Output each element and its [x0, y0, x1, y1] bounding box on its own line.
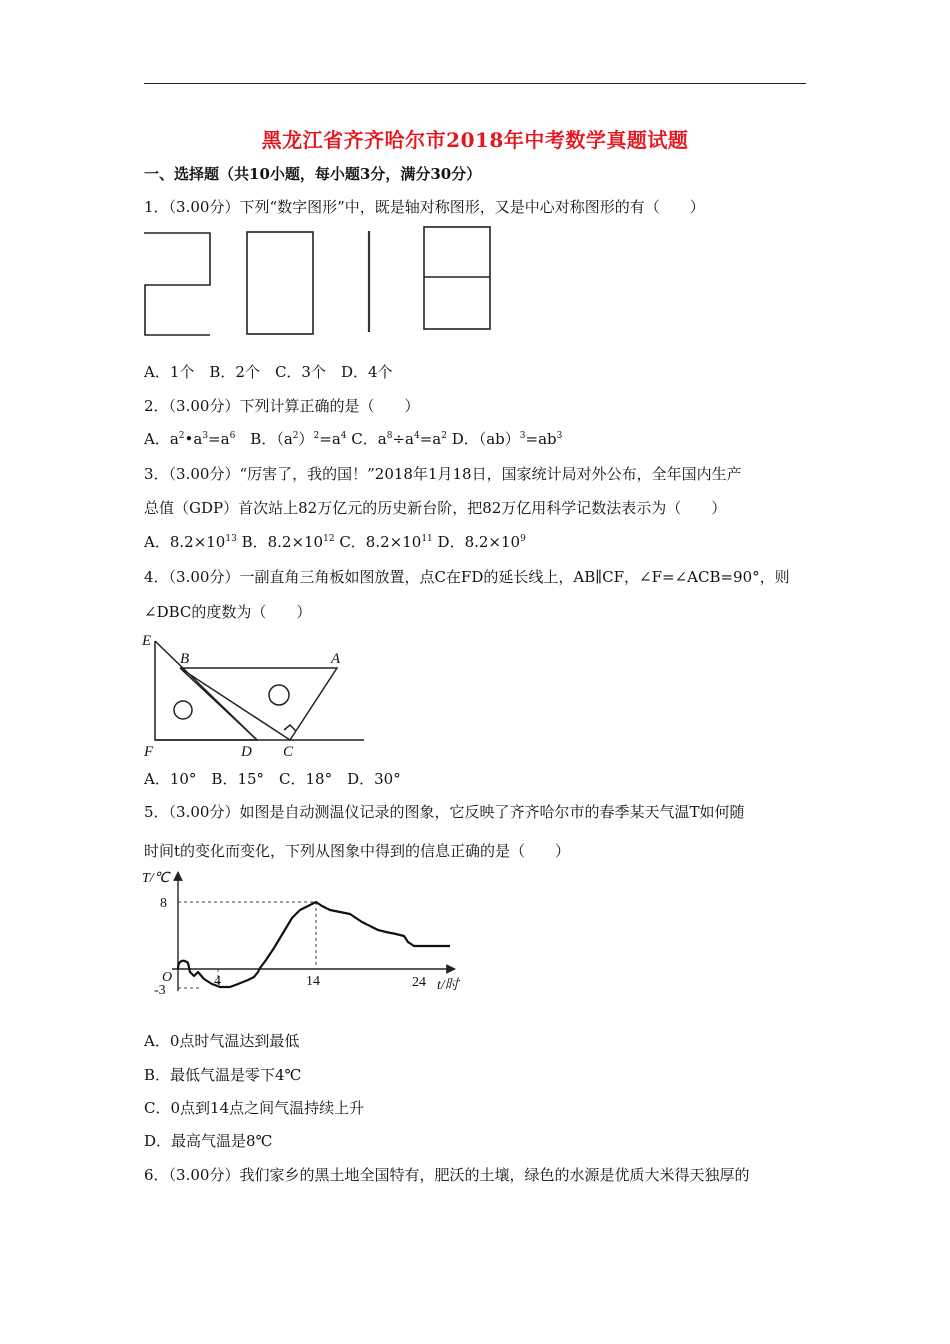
q5-option-c: C．0点到14点之间气温持续上升: [144, 1099, 365, 1117]
q1-digit-figures: [140, 222, 500, 342]
label-c: C: [283, 744, 294, 760]
label-e: E: [142, 633, 152, 649]
tick-y-low: -3: [154, 983, 166, 998]
axis-label-time: t/时: [437, 978, 459, 993]
label-a: A: [331, 651, 341, 667]
page-title: 黑龙江省齐齐哈尔市2018年中考数学真题试题: [261, 128, 689, 152]
q4-stem-line1: 4．（3.00分）一副直角三角板如图放置，点C在FD的延长线上，AB∥CF，∠F=∠ACB=90°，则: [144, 568, 790, 586]
label-f: F: [144, 744, 154, 760]
q4-options: A．10° B．15° C．18° D．30°: [144, 770, 401, 788]
q3-options: A．$8.2\times 10^{13}$ B．$8.2\times 10^{12}$ C．$8.2\times 10^{11}$ D．$8.2\times 10^9$: [144, 533, 526, 551]
q5-option-d: D．最高气温是8℃: [144, 1132, 273, 1150]
q3-stem-line2: 总值（GDP）首次站上82万亿元的历史新台阶，把82万亿用科学记数法表示为（ ）: [144, 499, 727, 517]
q4-stem-line2: ∠DBC的度数为（ ）: [144, 603, 312, 621]
tick-x-24: 24: [412, 975, 426, 990]
axis-label-temperature: T/℃: [142, 871, 170, 886]
q2-stem: 2．（3.00分）下列计算正确的是（ ）: [144, 397, 420, 415]
label-b: B: [180, 651, 190, 667]
q5-stem-line2: 时间t的变化而变化，下列从图象中得到的信息正确的是（ ）: [144, 842, 571, 860]
tick-y-high: 8: [160, 896, 167, 911]
q4-triangle-figure: [140, 628, 370, 762]
q5-stem-line1: 5．（3.00分）如图是自动测温仪记录的图象，它反映了齐齐哈尔市的春季某天气温T如何随: [144, 803, 745, 821]
tick-x-14: 14: [306, 974, 320, 989]
section-heading: 一、选择题（共10小题，每小题3分，满分30分）: [144, 165, 482, 183]
header-rule: [144, 83, 806, 84]
q2-options: A．$a^2•a^3=a^6$ B．$(a^2)^2=a^4$ C．$a^8\div a^4=a^2$ D．$(ab)^3=ab^3$: [144, 430, 563, 448]
origin-label: O: [162, 970, 173, 985]
label-d: D: [241, 744, 252, 760]
q6-stem-line1: 6．（3.00分）我们家乡的黑土地全国特有，肥沃的土壤，绿色的水源是优质大米得天独厚的: [144, 1166, 750, 1184]
tick-x-4: 4: [214, 974, 221, 989]
q1-stem: 1．（3.00分）下列“数字图形”中，既是轴对称图形，又是中心对称图形的有（ ）: [144, 198, 705, 216]
q3-stem-line1: 3．（3.00分）“厉害了，我的国！”2018年1月18日，国家统计局对外公布，全年国内生产: [144, 465, 742, 483]
q5-option-a: A．0点时气温达到最低: [144, 1032, 300, 1050]
q5-temperature-graph: [140, 866, 470, 998]
q1-options: A．1个 B．2个 C．3个 D．4个: [144, 363, 393, 381]
q5-option-b: B．最低气温是零下4℃: [144, 1066, 302, 1084]
